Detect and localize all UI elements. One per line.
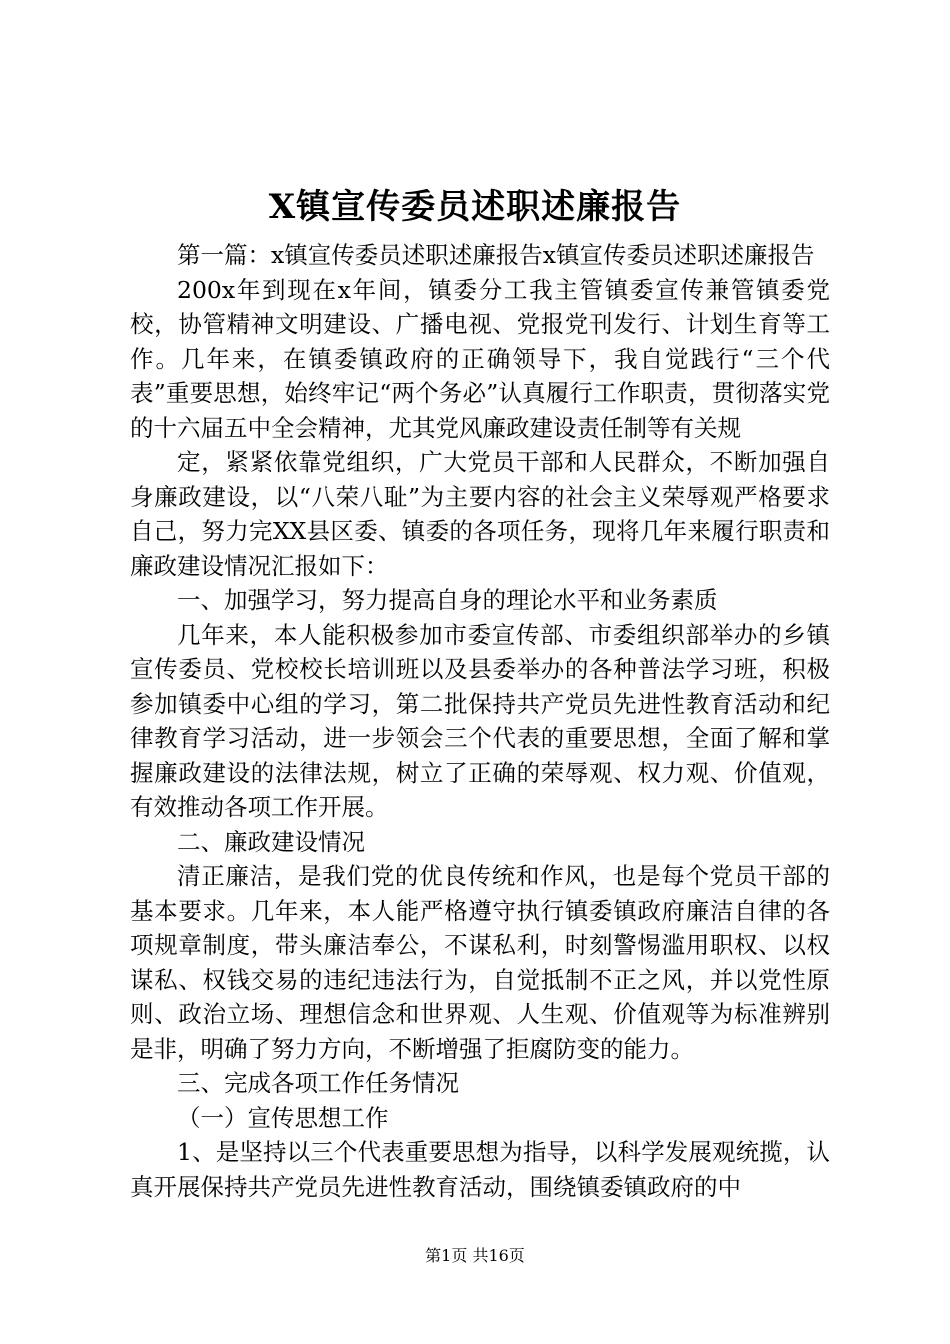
subsection-heading: （一）宣传思想工作: [177, 1103, 389, 1132]
document-body: [130, 238, 830, 1204]
paragraph: 200x年到现在x年间，镇委分工我主管镇委宣传兼管镇委党校，协管精神文明建设、广播电视、党报党刊发行、计划生育等工作。几年来，在镇委镇政府的正确领导下，我自觉践行“三个代表”重要思想，始终牢记“两个务必”认真履行工作职责，贯彻落实党的十六届五中全会精神，尤其党风廉政建设责任制等有关规: [130, 275, 830, 442]
paragraph: 第一篇：x镇宣传委员述职述廉报告x镇宣传委员述职述廉报告: [177, 241, 815, 269]
section-heading: 二、廉政建设情况: [177, 827, 365, 856]
section-heading: 三、完成各项工作任务情况: [177, 1069, 459, 1097]
paragraph: 清正廉洁，是我们党的优良传统和作风，也是每个党员干部的基本要求。几年来，本人能严格遵守执行镇委镇政府廉洁自律的各项规章制度，带头廉洁奉公，不谋私利，时刻警惕滥用职权、以权谋私、权钱交易的违纪违法行为，自觉抵制不正之风，并以党性原则、政治立场、理想信念和世界观、人生观、价值观等为标准辨别是非，明确了努力方向，不断增强了拒腐防变的能力。: [130, 862, 830, 1063]
document-title: X镇宣传委员述职述廉报告: [268, 187, 682, 227]
paragraph: 定，紧紧依靠党组织，广大党员干部和人民群众，不断加强自身廉政建设，以“八荣八耻”为主要内容的社会主义荣辱观严格要求自己，努力完XX县区委、镇委的各项任务，现将几年来履行职责和廉政建设情况汇报如下：: [130, 448, 830, 580]
paragraph: 1、是坚持以三个代表重要思想为指导，以科学发展观统揽，认真开展保持共产党员先进性教育活动，围绕镇委镇政府的中: [130, 1138, 830, 1201]
section-heading: 一、加强学习，努力提高自身的理论水平和业务素质: [177, 586, 718, 614]
page-footer: 第1页 共16页: [425, 1246, 525, 1265]
paragraph: 几年来，本人能积极参加市委宣传部、市委组织部举办的乡镇宣传委员、党校校长培训班以及县委举办的各种普法学习班，积极参加镇委中心组的学习，第二批保持共产党员先进性教育活动和纪律教育学习活动，进一步领会三个代表的重要思想，全面了解和掌握廉政建设的法律法规，树立了正确的荣辱观、权力观、价值观，有效推动各项工作开展。: [130, 620, 830, 821]
